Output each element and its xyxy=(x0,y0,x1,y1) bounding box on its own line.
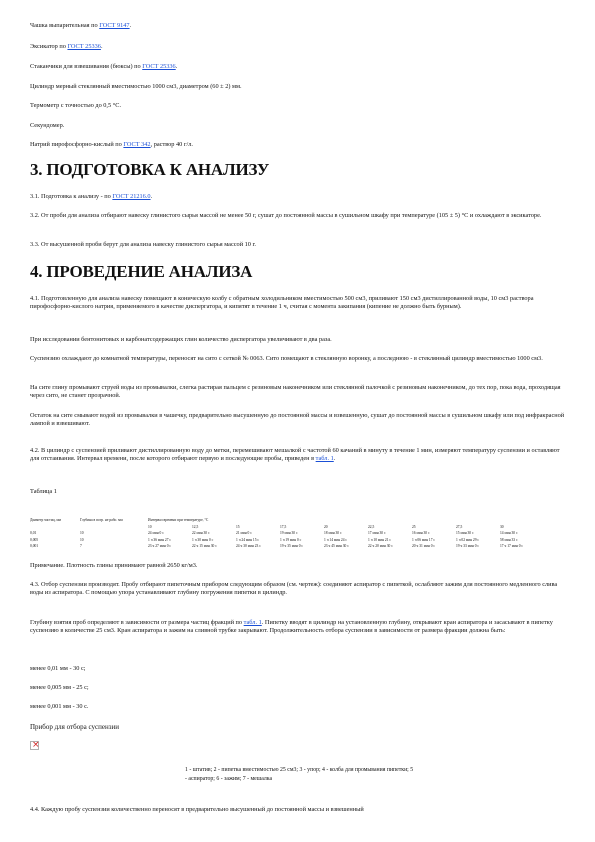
broken-image-icon xyxy=(30,741,39,750)
text: . Пипетку вводят в цилиндр на установленную глубину, открывают кран аспиратора и засасывают в пипетку суспензию в количестве 25 см3. Кран аспиратора и зажим на сливной трубке закрывают. Продолжительность отбора суспензии в зависимости от размера фракции должна быть: xyxy=(30,619,553,634)
table-cell-depth: 7 xyxy=(80,544,82,548)
table-1-link[interactable]: табл. 1 xyxy=(315,455,334,462)
paragraph-4-4: 4.4. Каждую пробу суспензии количественно переносят в предварительно высушенный до постоянной массы и взвешенный xyxy=(30,806,364,813)
paragraph-4-2 xyxy=(30,447,570,463)
gost-link-25336[interactable]: ГОСТ 25336 xyxy=(67,43,101,50)
text: . xyxy=(129,22,132,29)
paragraph-4-1: 4.1. Подготовленную для анализа навеску помещают в коническую колбу с обратным холодильником вместимостью 500 см3, приливают 150 см3 дистиллированной воды, 10 см3 раствора пирофосфорно-кислого натрия, применяемого в качестве диспергатора, и кипятят в течение 1 ч, считая с момента закипания (кипение не должно быть бурным). xyxy=(30,295,534,310)
text: . xyxy=(150,193,153,200)
text-line-thermometer: Термометр с точностью до 0,5 °С. xyxy=(30,102,122,109)
text-line-desiccator xyxy=(30,43,103,51)
text: . xyxy=(333,455,336,462)
text: 3.1. Подготовка к анализу - по xyxy=(30,193,113,200)
text: Натрий пирофосфорно-кислый по xyxy=(30,141,124,148)
timing-0001: менее 0,001 мм - 30 с. xyxy=(30,703,89,710)
paragraph-4-3: 4.3. Отбор суспензии производят. Пробу отбирают пипеточным прибором следующим образом (см. чертеж): соединяют аспиратор с пипеткой, ослабляют зажим для постоянного медленного слива воды из аспиратора. С помощью упора устанавливают глубину погружения пипетки в цилиндр. xyxy=(30,581,558,596)
paragraph-sieve: Суспензию охлаждают до комнатной температуры, переносят на сито с сеткой № 0063. Сито помещают в стеклянную воронку, а последнюю - в стеклянный цилиндр вместимостью 1000 см3. xyxy=(30,355,543,362)
table-caption: Таблица 1 xyxy=(30,488,57,495)
paragraph-washing: На сите глину промывают струей воды из промывалки, слегка растирая пальцем с резиновым наконечником или стеклянной палочкой с резиновым наконечником, до тех пор, пока вода, проходящая через сито, не станет прозрачной. xyxy=(30,384,561,399)
temperature-header: 27,5 xyxy=(456,524,463,529)
section-4-heading: 4. ПРОВЕДЕНИЕ АНАЛИЗА xyxy=(30,262,253,281)
temperature-header: 12,5 xyxy=(192,524,199,529)
text: Эксикатор по xyxy=(30,43,68,50)
temperature-header: 17,5 xyxy=(280,524,287,529)
timing-0005: менее 0,005 мм - 25 с; xyxy=(30,684,89,691)
text: , раствор 40 г/л. xyxy=(150,141,193,148)
section-3-heading: 3. ПОДГОТОВКА К АНАЛИЗУ xyxy=(30,160,270,179)
table-cell-interval: 15 мин 30 с xyxy=(456,531,474,535)
header-interval: Интервал времени при температуре, °С xyxy=(148,518,209,522)
temperature-header: 10 xyxy=(148,524,152,529)
table-cell-interval: 19 мин 30 с xyxy=(280,531,298,535)
paragraph-depth xyxy=(30,619,570,635)
table-cell-interval: 1 ч 14 мин 24 с xyxy=(324,537,347,542)
table-cell-depth: 10 xyxy=(80,537,84,542)
gost-link-342[interactable]: ГОСТ 342 xyxy=(123,141,151,148)
temperature-header: 20 xyxy=(324,524,328,529)
table-cell-interval: 58 мин 33 с xyxy=(500,537,518,542)
table-note: Примечание. Плотность глины принимают равной 2650 кг/м3. xyxy=(30,562,198,569)
sedimentation-table xyxy=(30,517,570,550)
table-cell-interval: 22 ч 20 мин 30 с xyxy=(368,544,393,548)
text-line-weighing-bottles xyxy=(30,63,177,71)
figure-legend: 1 - штатив; 2 - пипетка вместимостью 25 см3; 3 - упор; 4 - колба для промывания пипетки; 5 - аспиратор; 6 - зажим; 7 - мешалка xyxy=(185,767,414,782)
table-cell-interval: 1 ч 10 мин 21 с xyxy=(368,537,391,542)
table-cell-interval: 19 ч 35 мин 0 с xyxy=(280,544,303,548)
table-cell-interval: 1 ч 06 мин 17 с xyxy=(412,537,435,542)
gost-link-21216[interactable]: ГОСТ 21216.0 xyxy=(112,193,151,200)
table-cell-interval: 20 ч 31 мин 0 с xyxy=(412,544,435,548)
paragraph-3-2: 3.2. От проби для анализа отбирают навеску глинистого сырья массой не менее 50 г, сушат до постоянной массы в сушильном шкафу при температуре (105 ± 5) °С и охлаждают в эксикаторе. xyxy=(30,212,542,219)
table-cell-interval: 22 ч 15 мин 30 с xyxy=(192,544,217,548)
table-cell-depth: 10 xyxy=(80,531,84,535)
text: 4.2. В цилиндр с суспензией приливают дистиллированную воду до метки, перемешивают мешалкой с частотой 60 качаний в минуту в течение 1 мин, измеряют температуру суспензии и оставляют для отстаивания. Интервал времени, после которого отбирают первую и последующие пробы, приведен в xyxy=(30,447,560,462)
text: . xyxy=(100,43,103,50)
header-depth: Глубина в погр. не рабо. мм xyxy=(80,518,123,522)
text: Глубину взятия проб определяют в зависимости от размера частиц фракций по xyxy=(30,619,244,626)
table-cell-interval: 23 ч 45 мин 30 с xyxy=(324,544,349,548)
table-cell-interval: 1 ч 24 мин 15 с xyxy=(236,537,259,542)
gost-link-25336-b[interactable]: ГОСТ 25336 xyxy=(142,63,176,70)
temperature-header: 15 xyxy=(236,524,240,529)
paragraph-3-3: 3.3. От высушенной проби берут для анализа навеску глинистого сырья массой 10 г. xyxy=(30,241,256,248)
table-cell-diameter: 0,001 xyxy=(30,544,39,548)
table-cell-interval: 23 ч 27 мин 0 с xyxy=(148,544,171,548)
text-line-stopwatch: Секундомер. xyxy=(30,122,65,129)
table-1-link-b[interactable]: табл. 1 xyxy=(243,619,262,626)
text-line-sodium xyxy=(30,141,193,149)
gost-link-9147[interactable]: ГОСТ 9147 xyxy=(99,22,130,29)
table-cell-interval: 24 ч 30 мин 23 с xyxy=(236,544,261,548)
text: Стаканчики для взвешивания (бюксы) по xyxy=(30,63,143,70)
table-cell-interval: 1 ч 19 мин 0 с xyxy=(280,537,302,542)
header-diameter: Диаметр частиц, мм xyxy=(30,518,61,522)
table-cell-interval: 24 мин 0 с xyxy=(148,531,164,535)
table-cell-interval: 16 мин 30 с xyxy=(412,531,430,535)
text-line-cup xyxy=(30,22,131,30)
table-row xyxy=(30,543,570,550)
paragraph-bentonite: При исследовании бентонитовых и карбонатсодержащих глин количество диспергатора увеличивают в два раза. xyxy=(30,336,332,343)
table-cell-interval: 14 мин 30 с xyxy=(500,531,518,535)
table-cell-interval: 17 мин 30 с xyxy=(368,531,386,535)
table-cell-diameter: 0,01 xyxy=(30,531,37,535)
paragraph-residue: Остаток на сите смывают водой из промывалки в чашечку, предварительно высушенную до постоянной массы и взвешенную, сушат до постоянной массы в сушильном шкафу или под инфракрасной лампой и взвешивают. xyxy=(30,412,565,427)
temperature-header: 25 xyxy=(412,524,416,529)
table-cell-interval: 1 ч 36 мин 27 с xyxy=(148,537,171,542)
timing-001: менее 0,01 мм - 30 с; xyxy=(30,665,86,672)
temperature-header: 30 xyxy=(500,524,504,529)
table-cell-diameter: 0,005 xyxy=(30,537,39,542)
temperature-header: 22,5 xyxy=(368,524,375,529)
text: . xyxy=(175,63,178,70)
table-cell-interval: 17 ч 17 мин 0 с xyxy=(500,544,523,548)
table-cell-interval: 18 мин 30 с xyxy=(324,531,342,535)
table-body xyxy=(30,530,570,550)
table-cell-interval: 19 ч 33 мин 0 с xyxy=(456,544,479,548)
table-cell-interval: 1 ч 30 мин 0 с xyxy=(192,537,214,542)
table-cell-interval: 21 мин 0 с xyxy=(236,531,252,535)
table-cell-interval: 22 мин 30 с xyxy=(192,531,210,535)
text: Чашка выпарительная по xyxy=(30,22,100,29)
paragraph-3-1 xyxy=(30,193,152,201)
device-title: Прибор для отбора суспензии xyxy=(30,723,120,731)
text-line-cylinder: Цилиндр мерный стеклянный вместимостью 1000 см3, диаметром (60 ± 2) мм. xyxy=(30,83,242,90)
table-cell-interval: 1 ч 02 мин 29 с xyxy=(456,537,479,542)
